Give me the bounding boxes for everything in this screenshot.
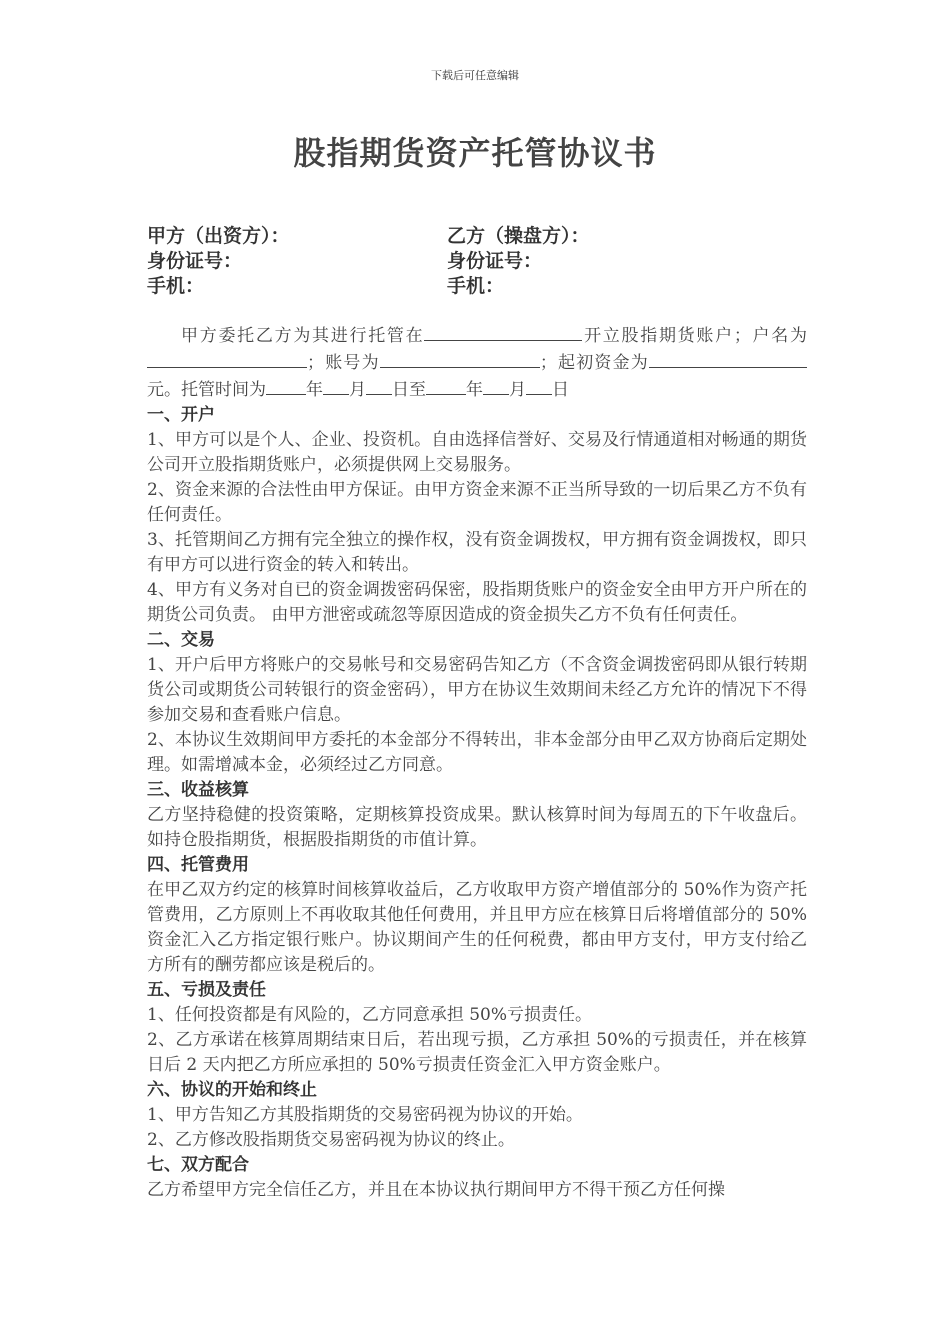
intro-text: ；账号为 (307, 353, 380, 373)
party-row-id (147, 249, 807, 274)
end-month-blank[interactable] (483, 376, 509, 395)
agreement-body (147, 322, 807, 1203)
header-note: 下载后可任意编辑 (431, 69, 519, 82)
section-heading: 五、亏损及责任 (147, 980, 266, 1000)
clause-paragraph: 在甲乙双方约定的核算时间核算收益后，乙方收取甲方资产增值部分的 50%作为资产托管费用，乙方原则上不再收取其他任何费用，并且甲方应在核算日后将增值部分的 50%资金汇入乙方指定银行账户。协议期间产生的任何税费，都由甲方支付，甲方支付给乙方所有的酬劳都应该是税后的。 (147, 880, 807, 975)
clause-paragraph: 2、本协议生效期间甲方委托的本金部分不得转出，非本金部分由甲乙双方协商后定期处理。如需增减本金，必须经过乙方同意。 (147, 730, 807, 775)
intro-text: 年 (306, 380, 323, 400)
clause-paragraph: 4、甲方有义务对自已的资金调拨密码保密，股指期货账户的资金安全由甲方开户所在的期货公司负责。 由甲方泄密或疏忽等原因造成的资金损失乙方不负有任何责任。 (147, 580, 807, 625)
party-b-label: 乙方（操盘方）： (447, 225, 590, 247)
intro-text: 日至 (392, 380, 426, 400)
party-a-phone: 手机： (147, 275, 205, 297)
party-b-id: 身份证号： (447, 250, 543, 272)
section-heading: 六、协议的开始和终止 (147, 1080, 317, 1100)
party-a-id: 身份证号： (147, 250, 243, 272)
section-heading: 三、收益核算 (147, 780, 249, 800)
clause-paragraph: 3、托管期间乙方拥有完全独立的操作权，没有资金调拨权，甲方拥有资金调拨权，即只有甲方可以进行资金的转入和转出。 (147, 530, 807, 575)
intro-paragraph (147, 322, 807, 403)
clause-paragraph: 1、任何投资都是有风险的，乙方同意承担 50%亏损责任。 (147, 1005, 593, 1025)
start-year-blank[interactable] (266, 376, 306, 395)
intro-text: 年 (466, 380, 483, 400)
account-name-blank[interactable] (147, 349, 307, 368)
section-heading: 二、交易 (147, 630, 215, 650)
clause-paragraph: 2、资金来源的合法性由甲方保证。由甲方资金来源不正当所导致的一切后果乙方不负有任何责任。 (147, 480, 807, 525)
account-number-blank[interactable] (380, 349, 540, 368)
section-heading: 一、开户 (147, 405, 215, 425)
clause-paragraph: 乙方希望甲方完全信任乙方，并且在本协议执行期间甲方不得干预乙方任何操 (147, 1180, 725, 1200)
party-row-phone (147, 274, 807, 299)
end-year-blank[interactable] (426, 376, 466, 395)
intro-text: ；起初资金为 (539, 353, 650, 373)
clause-paragraph: 1、甲方可以是个人、企业、投资机。自由选择信誉好、交易及行情通道相对畅通的期货公司开立股指期货账户，必须提供网上交易服务。 (147, 430, 807, 475)
intro-text: 元。托管时间为 (147, 380, 266, 400)
section-heading: 四、托管费用 (147, 855, 249, 875)
intro-text: 月 (349, 380, 366, 400)
intro-text: 开立股指期货账户；户名为 (582, 326, 807, 346)
start-month-blank[interactable] (323, 376, 349, 395)
document-title: 股指期货资产托管协议书 (293, 134, 657, 172)
end-day-blank[interactable] (526, 376, 552, 395)
clause-paragraph: 2、乙方修改股指期货交易密码视为协议的终止。 (147, 1130, 515, 1150)
clause-paragraph: 1、开户后甲方将账户的交易帐号和交易密码告知乙方（不含资金调拨密码即从银行转期货公司或期货公司转银行的资金密码），甲方在协议生效期间未经乙方允许的情况下不得参加交易和查看账户信息。 (147, 655, 807, 725)
party-b-phone: 手机： (447, 275, 505, 297)
clause-paragraph: 2、乙方承诺在核算周期结束日后，若出现亏损，乙方承担 50%的亏损责任，并在核算日后 2 天内把乙方所应承担的 50%亏损责任资金汇入甲方资金账户。 (147, 1030, 807, 1075)
clause-paragraph: 1、甲方告知乙方其股指期货的交易密码视为协议的开始。 (147, 1105, 583, 1125)
intro-text: 甲方委托乙方为其进行托管在 (181, 326, 425, 346)
start-day-blank[interactable] (366, 376, 392, 395)
clause-paragraph: 乙方坚持稳健的投资策略，定期核算投资成果。默认核算时间为每周五的下午收盘后。如持仓股指期货，根据股指期货的市值计算。 (147, 805, 807, 850)
broker-blank[interactable] (424, 322, 582, 341)
intro-text: 月 (509, 380, 526, 400)
party-row-label (147, 224, 807, 249)
initial-funds-blank[interactable] (649, 349, 807, 368)
party-a-label: 甲方（出资方）： (147, 225, 290, 247)
intro-text: 日 (552, 380, 569, 400)
parties-block (147, 224, 807, 299)
section-heading: 七、双方配合 (147, 1155, 249, 1175)
